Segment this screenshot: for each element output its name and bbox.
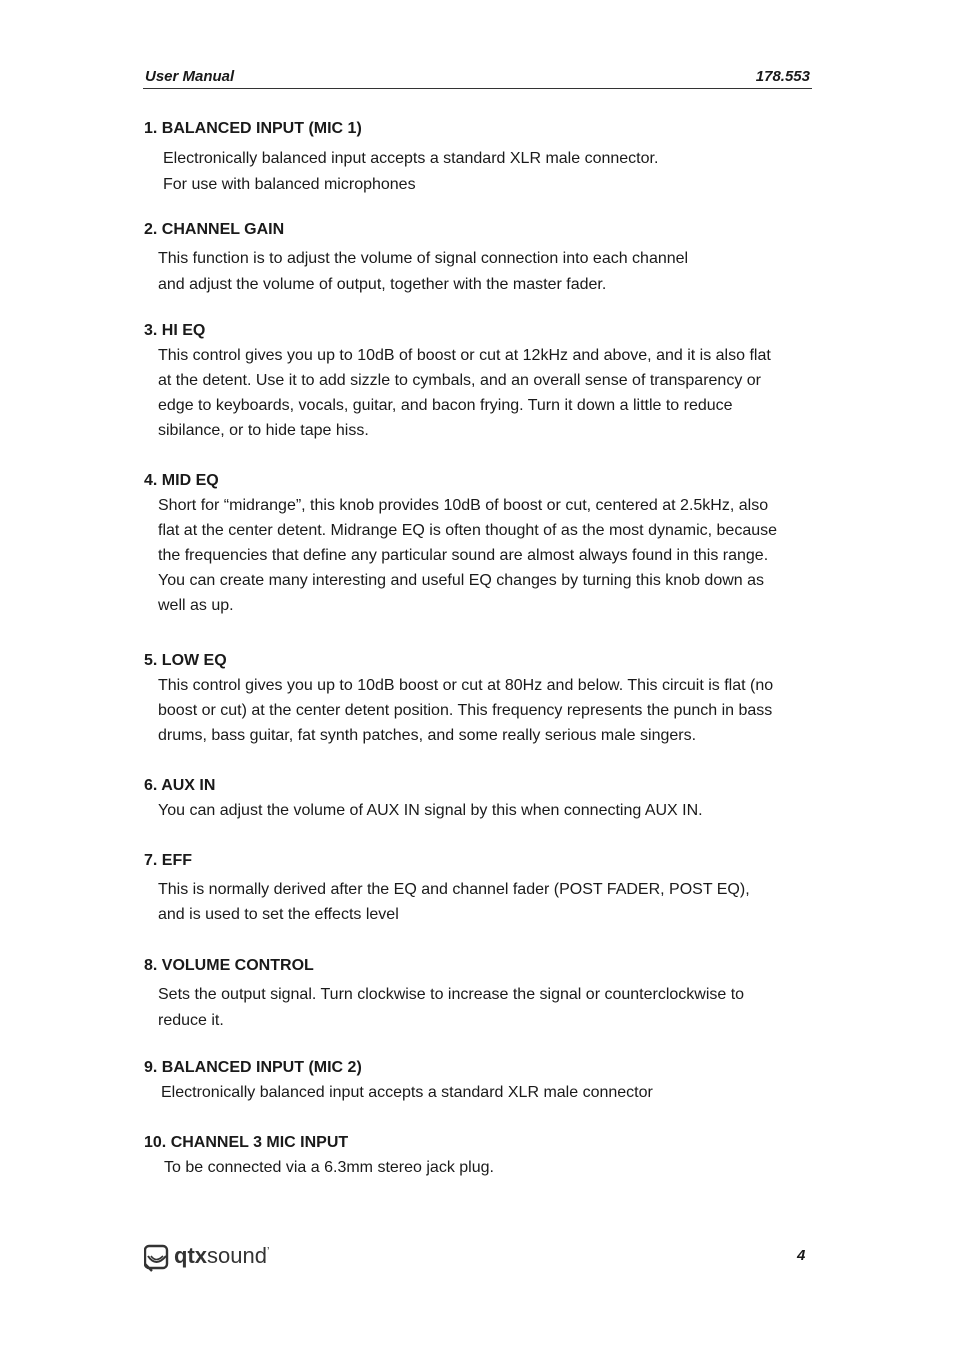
section-body: To be connected via a 6.3mm stereo jack plug. xyxy=(164,1159,494,1176)
section-body: Short for “midrange”, this knob provides 10dB of boost or cut, centered at 2.5kHz, also flat at the center detent. Midrange EQ is often thought of as the most dynamic, because the frequencies that define any particular sound are almost always found in this range. You can create many interesting and useful EQ changes by turning this knob down as well as up. xyxy=(158,497,778,614)
section-body: This control gives you up to 10dB boost or cut at 80Hz and below. This circuit is flat (no boost or cut) at the center detent position. This frequency represents the punch in bass drums, bass guitar, fat synth patches, and some really serious male singers. xyxy=(158,677,774,744)
section-body: This is normally derived after the EQ and channel fader (POST FADER, POST EQ), and is used to set the effects level xyxy=(158,881,750,923)
section-title: 6. AUX IN xyxy=(144,777,216,794)
logo-wordmark-bold: qtx xyxy=(174,1243,207,1268)
section-title: 4. MID EQ xyxy=(144,472,219,489)
section-channel-gain xyxy=(144,220,812,298)
logo-mark-icon xyxy=(144,1242,170,1272)
section-body: Sets the output signal. Turn clockwise to increase the signal or counterclockwise to reduce it. xyxy=(158,986,745,1029)
section-title: 7. EFF xyxy=(144,852,193,869)
section-body: You can adjust the volume of AUX IN signal by this when connecting AUX IN. xyxy=(158,802,703,819)
section-title: 1. BALANCED INPUT (MIC 1) xyxy=(144,120,362,137)
logo-wordmark-light: sound xyxy=(207,1243,267,1268)
section-title: 8. VOLUME CONTROL xyxy=(144,957,314,974)
section-channel3-mic-input xyxy=(144,1133,812,1180)
logo-trademark-mark: ’ xyxy=(266,1245,270,1258)
section-body: This control gives you up to 10dB of boost or cut at 12kHz and above, and it is also flat at the detent. Use it to add sizzle to cymbals, and an overall sense of transparency or edge to keyboards, vocals, guitar, and bacon frying. Turn it down a little to reduce sibilance, or to hide tape hiss. xyxy=(158,347,771,439)
section-title: 5. LOW EQ xyxy=(144,652,227,669)
section-low-eq xyxy=(144,651,812,748)
section-body: Electronically balanced input accepts a standard XLR male connector xyxy=(161,1084,653,1101)
section-title: 2. CHANNEL GAIN xyxy=(144,221,285,238)
header-title: User Manual xyxy=(145,68,235,85)
section-body: This function is to adjust the volume of signal connection into each channel and adjust the volume of output, together with the master fader. xyxy=(158,250,689,293)
page-number: 4 xyxy=(797,1247,806,1264)
section-volume-control xyxy=(144,956,812,1034)
section-aux-in xyxy=(144,776,812,823)
section-mid-eq xyxy=(144,471,812,618)
section-balanced-input-mic1 xyxy=(144,119,812,198)
section-eff xyxy=(144,851,812,927)
header-model-number: 178.553 xyxy=(755,68,810,85)
section-hi-eq xyxy=(144,321,812,443)
section-body: Electronically balanced input accepts a standard XLR male connector. For use with balanced microphones xyxy=(163,150,659,193)
section-balanced-input-mic2 xyxy=(144,1058,812,1105)
section-title: 10. CHANNEL 3 MIC INPUT xyxy=(144,1134,349,1151)
logo-wordmark xyxy=(174,1243,269,1269)
section-title: 3. HI EQ xyxy=(144,322,206,339)
section-title: 9. BALANCED INPUT (MIC 2) xyxy=(144,1059,362,1076)
page-header xyxy=(143,68,812,89)
